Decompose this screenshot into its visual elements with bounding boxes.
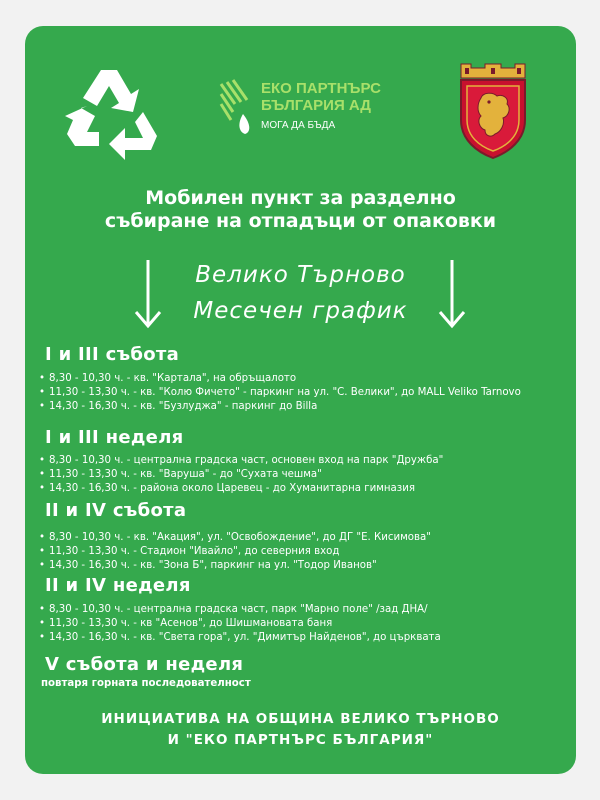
city-name: Велико Търново: [195, 262, 406, 288]
section-title: II и IV неделя: [45, 575, 191, 596]
section-title: I и III неделя: [45, 427, 184, 448]
list-item: • 11,30 - 13,30 ч. - кв. "Колю Фичето" - паркинг на ул. "С. Велики", до MALL Veliko Tarnovo: [39, 386, 521, 400]
list-item: • 8,30 - 10,30 ч. - кв. "Картала", на обръщалото: [39, 372, 521, 386]
list-item: • 14,30 - 16,30 ч. - кв. "Зона Б", паркинг на ул. "Тодор Иванов": [39, 559, 431, 573]
eco-partners-slogan: МОГА ДА БЪДА: [261, 120, 336, 131]
title-line-1: Мобилен пункт за разделно: [145, 187, 456, 209]
section-title: V събота и неделя: [45, 654, 244, 675]
footer-line-1: ИНИЦИАТИВА НА ОБЩИНА ВЕЛИКО ТЪРНОВО: [101, 711, 500, 727]
schedule-label: Месечен график: [193, 298, 408, 324]
list-item: • 11,30 - 13,30 ч. - Стадион "Ивайло", до северния вход: [39, 545, 431, 559]
list-item: • 8,30 - 10,30 ч. - централна градска част, парк "Марно поле" /зад ДНА/: [39, 603, 441, 617]
list-item: • 8,30 - 10,30 ч. - централна градска част, основен вход на парк "Дружба": [39, 454, 443, 468]
veliko-tarnovo-coat-of-arms-icon: [455, 60, 531, 160]
list-item: • 8,30 - 10,30 ч. - кв. "Акация", ул. "Освобождение", до ДГ "Е. Кисимова": [39, 531, 431, 545]
eco-partners-leaf-icon: [217, 78, 257, 138]
list-item: • 14,30 - 16,30 ч. - района около Царевец - до Хуманитарна гимназия: [39, 482, 443, 496]
eco-partners-name-line2: БЪЛГАРИЯ АД: [261, 97, 371, 114]
schedule-list: [39, 531, 431, 573]
schedule-list: [39, 454, 443, 496]
section-title: II и IV събота: [45, 500, 187, 521]
section-title: I и III събота: [45, 344, 180, 365]
poster-title: [25, 187, 576, 233]
eco-partners-name-line1: ЕКО ПАРТНЪРС: [261, 80, 381, 97]
poster-card: [25, 26, 576, 774]
schedule-list: [39, 372, 521, 414]
list-item: • 11,30 - 13,30 ч. - кв. "Варуша" - до "Сухата чешма": [39, 468, 443, 482]
list-item: • 14,30 - 16,30 ч. - кв. "Света гора", ул. "Димитър Найденов", до църквата: [39, 631, 441, 645]
list-item: • 14,30 - 16,30 ч. - кв. "Бузлуджа" - паркинг до Billa: [39, 400, 521, 414]
eco-partners-logo: [217, 76, 397, 146]
footer-initiative: [25, 709, 576, 751]
schedule-list: [39, 603, 441, 645]
recycle-icon: [59, 62, 169, 166]
list-item: • 11,30 - 13,30 ч. - кв "Асенов", до Шишмановата баня: [39, 617, 441, 631]
footer-line-2: И "ЕКО ПАРТНЪРС БЪЛГАРИЯ": [167, 732, 434, 748]
repeat-note: повтаря горната последователност: [41, 678, 251, 689]
title-line-2: събиране на отпадъци от опаковки: [104, 210, 497, 232]
